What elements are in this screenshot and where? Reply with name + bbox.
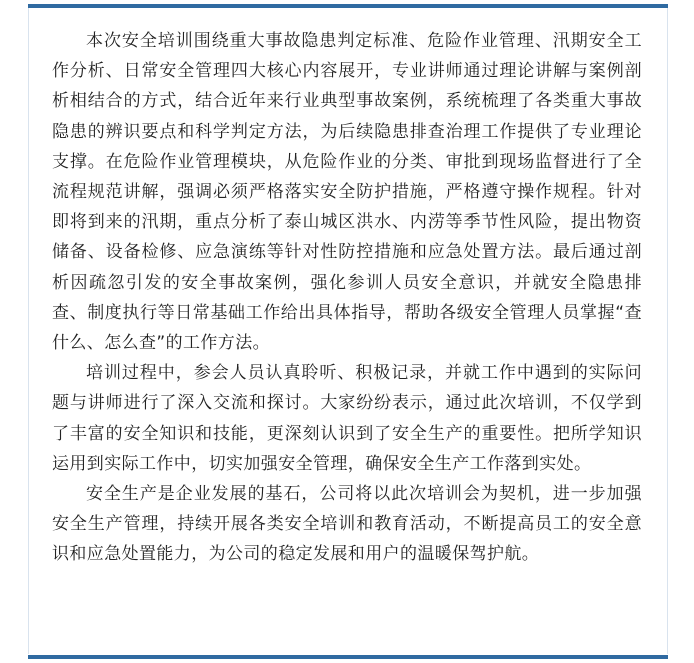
article-body (52, 26, 642, 570)
bottom-divider-line (28, 655, 668, 659)
paragraph-conclusion: 安全生产是企业发展的基石，公司将以此次培训会为契机，进一步加强安全生产管理，持续开展各类安全培训和教育活动，不断提高员工的安全意识和应急处置能力，为公司的稳定发展和用户的温暖保驾护航。 (52, 484, 642, 565)
paragraph-training-process: 培训过程中，参会人员认真聆听、积极记录，并就工作中遇到的实际问题与讲师进行了深入交流和探讨。大家纷纷表示，通过此次培训，不仅学到了丰富的安全知识和技能，更深刻认识到了安全生产的重要性。把所学知识运用到实际工作中，切实加强安全管理，确保安全生产工作落到实处。 (52, 363, 642, 474)
paragraph-training-content: 本次安全培训围绕重大事故隐患判定标准、危险作业管理、汛期安全工作分析、日常安全管理四大核心内容展开，专业讲师通过理论讲解与案例剖析相结合的方式，结合近年来行业典型事故案例，系统梳理了各类重大事故隐患的辨识要点和科学判定方法，为后续隐患排查治理工作提供了专业理论支撑。在危险作业管理模块，从危险作业的分类、审批到现场监督进行了全流程规范讲解，强调必须严格落实安全防护措施，严格遵守操作规程。针对即将到来的汛期，重点分析了泰山城区洪水、内涝等季节性风险，提出物资储备、设备检修、应急演练等针对性防控措施和应急处置方法。最后通过剖析因疏忽引发的安全事故案例，强化参训人员安全意识，并就安全隐患排查、制度执行等日常基础工作给出具体指导，帮助各级安全管理人员掌握“查什么、怎么查”的工作方法。 (52, 31, 642, 354)
